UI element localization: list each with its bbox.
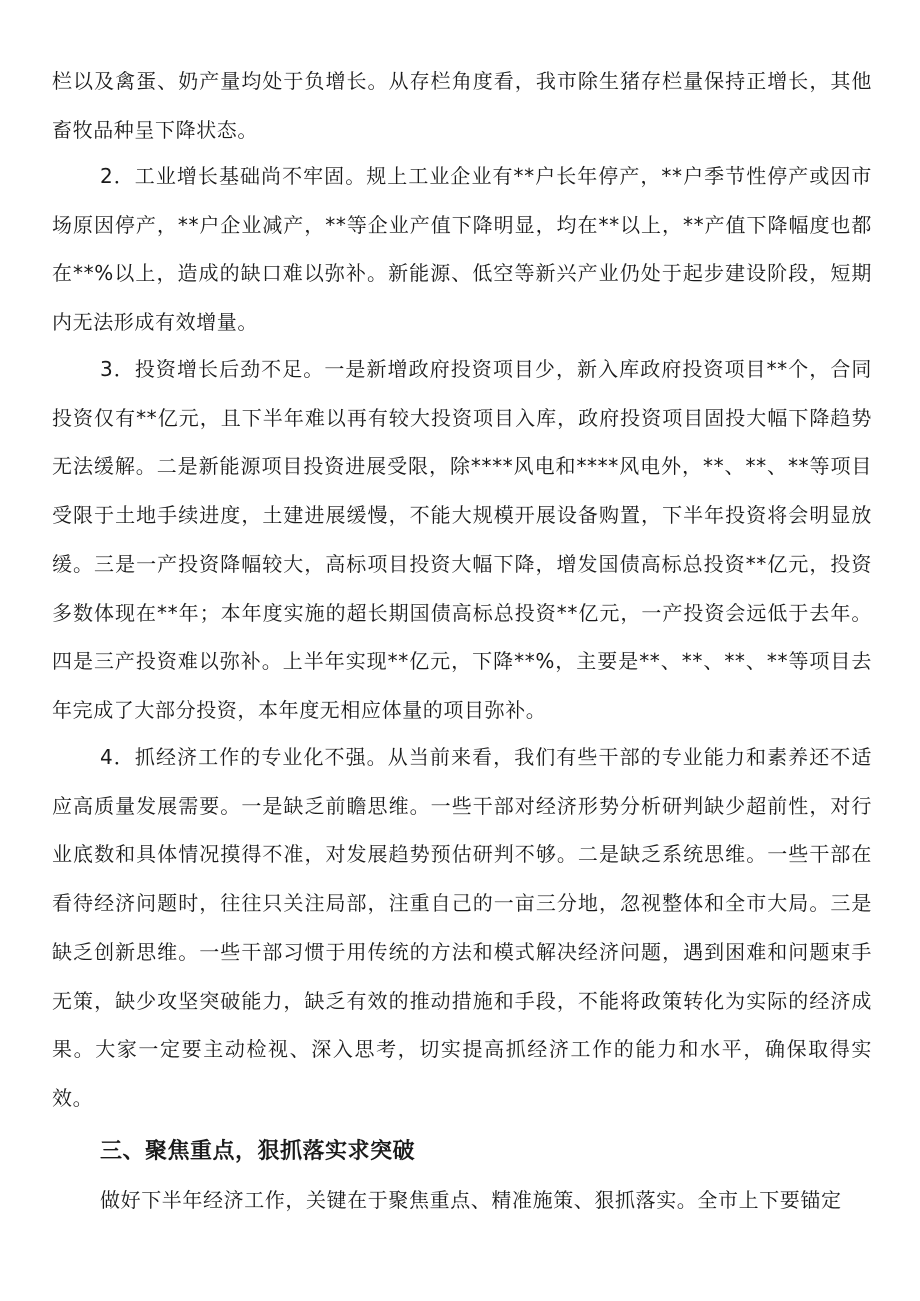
paragraph-economic-professionalism: 4．抓经济工作的专业化不强。从当前来看，我们有些干部的专业能力和素养还不适应高质量发展需要。一是缺乏前瞻思维。一些干部对经济形势分析研判缺少超前性，对行业底数和具体情况摸得不准，对发展趋势预估研判不够。二是缺乏系统思维。一些干部在看待经济问题时，往往只关注局部，注重自己的一亩三分地，忽视整体和全市大局。三是缺乏创新思维。一些干部习惯于用传统的方法和模式解决经济问题，遇到困难和问题束手无策，缺少攻坚突破能力，缺乏有效的推动措施和手段，不能将政策转化为实际的经济成果。大家一定要主动检视、深入思考，切实提高抓经济工作的能力和水平，确保取得实效。 [52, 745, 872, 1110]
paragraph-closing: 做好下半年经济工作，关键在于聚焦重点、精准施策、狠抓落实。全市上下要锚定 [100, 1188, 842, 1212]
paragraph-investment-growth: 3．投资增长后劲不足。一是新增政府投资项目少，新入库政府投资项目**个，合同投资仅有**亿元，且下半年难以再有较大投资项目入库，政府投资项目固投大幅下降趋势无法缓解。二是新能源项目投资进展受限，除****风电和****风电外，**、**、**等项目受限于土地手续进度，土建进展缓慢，不能大规模开展设备购置，下半年投资将会明显放缓。三是一产投资降幅较大，高标项目投资大幅下降，增发国债高标总投资**亿元，投资多数体现在**年；本年度实施的超长期国债高标总投资**亿元，一产投资会远低于去年。四是三产投资难以弥补。上半年实现**亿元，下降**%，主要是**、**、**、**等项目去年完成了大部分投资，本年度无相应体量的项目弥补。 [52, 357, 872, 722]
paragraph-industry-growth: 2．工业增长基础尚不牢固。规上工业企业有**户长年停产，**户季节性停产或因市场原因停产，**户企业减产，**等企业产值下降明显，均在**以上，**产值下降幅度也都在**%以上，造成的缺口难以弥补。新能源、低空等新兴产业仍处于起步建设阶段，短期内无法形成有效增量。 [52, 164, 872, 335]
paragraph-livestock-continued: 栏以及禽蛋、奶产量均处于负增长。从存栏角度看，我市除生猪存栏量保持正增长，其他畜牧品种呈下降状态。 [52, 69, 872, 142]
section-heading: 三、聚焦重点，狠抓落实求突破 [100, 1139, 416, 1164]
